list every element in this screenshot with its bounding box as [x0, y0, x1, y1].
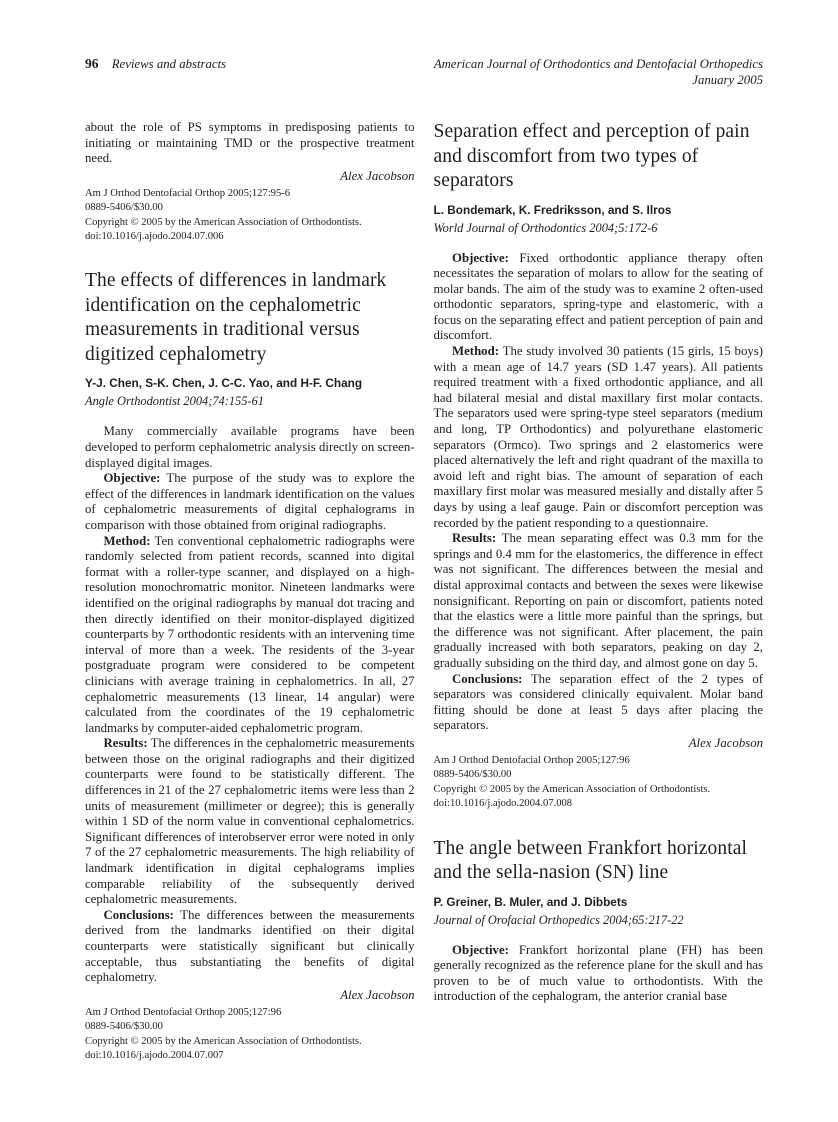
abstract-paragraph: Results: The mean separating effect was 0.3 mm for the springs and 0.4 mm for the elastomerics, the difference in effect was not significant. The differences between the mesial and distal approximal contacts and between the sexes were likewise nonsignificant. Reporting on pain or discomfort, patients noted that the elastics were a little more painful than the springs, but the difference was not significant. After placement, the pain gradually increased with both separators, peaking on day 2, gradually subsiding on the third day, and almost gone on day 5.	[433, 531, 763, 670]
article-authors: P. Greiner, B. Muler, and J. Dibbets	[433, 894, 628, 909]
article-body	[85, 424, 415, 985]
citation-line: 0889-5406/$30.00	[85, 202, 163, 214]
journal-name: American Journal of Orthodontics and Dentofacial Orthopedics	[433, 57, 763, 71]
article-title: The effects of differences in landmark identification on the cephalometric measurements in traditional versus digitized cephalometry	[85, 270, 387, 365]
citation-line: 0889-5406/$30.00	[85, 1021, 163, 1033]
article-source: Angle Orthodontist 2004;74:155-61	[85, 394, 264, 409]
article-body	[434, 943, 764, 1005]
citation-line: doi:10.1016/j.ajodo.2004.07.006	[85, 231, 224, 242]
citation-line: Am J Orthod Dentofacial Orthop 2005;127:96	[85, 1006, 282, 1018]
citation-block	[85, 1006, 415, 1064]
page-header	[85, 56, 763, 88]
citation-line: Am J Orthod Dentofacial Orthop 2005;127:96	[433, 754, 630, 766]
abstract-paragraph: about the role of PS symptoms in predisposing patients to initiating or maintaining TMD or the prospective treatment need.	[85, 120, 415, 166]
article-authors: Y-J. Chen, S-K. Chen, J. C-C. Yao, and H-F. Chang	[85, 376, 363, 391]
left-column	[85, 120, 415, 1063]
abstract-paragraph: Results: The differences in the cephalometric measurements between those on the original radiographs and their digitized counterparts were found to be statistically different. The differences in 21 of the 27 cephalometric items were less than 2 units of measurement (millimeter or degree); this is generally within 1 SD of the norm value in conventional cephalometrics. Significant differences of interobserver error were noted in only 7 of the 27 cephalometric measurements. The high reliability of landmark identification in digital cephalograms implies comparable reliability of the subsequently derived cephalometric measurements.	[85, 736, 415, 907]
reviewer-signature: Alex Jacobson	[688, 735, 763, 750]
citation-block	[434, 754, 764, 812]
abstract-paragraph: Many commercially available programs have been developed to perform cephalometric analysis directly on screen-displayed digital images.	[85, 424, 415, 470]
citation-line: Copyright © 2005 by the American Association of Orthodontists.	[433, 783, 711, 795]
citation-block	[85, 187, 415, 245]
reviewer-signature: Alex Jacobson	[340, 168, 415, 183]
section-title: Reviews and abstracts	[111, 57, 227, 71]
citation-line: Am J Orthod Dentofacial Orthop 2005;127:95-6	[85, 187, 291, 199]
abstract-paragraph: Conclusions: The differences between the measurements derived from the landmarks identified on their digital counterparts were statistically significant but clinically acceptable, thus substantiating the benefits of digital cephalometry.	[85, 907, 415, 985]
article-frankfort	[434, 837, 764, 1005]
running-head-left	[85, 56, 226, 72]
abstract-paragraph: Method: The study involved 30 patients (15 girls, 15 boys) with a mean age of 14.7 years (SD 1.47 years). All patients required treatment with a fixed orthodontic appliance, and all had bilateral mesial and distal maxillary first molar contacts. The separators used were spring-type steel separators (medium and long, TP Orthodontics) and polyurethane elastomeric separators (Ormco). Two springs and 2 elastomerics were placed alternatively the left and right quadrant of the maxilla to avoid left and right bias. The amount of separation of each maxillary first molar was measured mesially and distally after 5 days by using a leaf gauge. Pain or discomfort perception was recorded by the patient responding to a questionnaire.	[433, 344, 763, 530]
issue-date: January 2005	[692, 73, 763, 87]
citation-line: Copyright © 2005 by the American Association of Orthodontists.	[85, 216, 362, 228]
abstract-paragraph: Method: Ten conventional cephalometric radiographs were randomly selected from patient records, scanned into digital format with a roller-type scanner, and displayed on a high-resolution monochromatric monitor. Nineteen landmarks were identified on the original radiographs by manual dot tracing and then directly identified on their monitor-displayed digitized counterparts by 7 orthodontic residents with an intervening time interval of more than a week. The residents of the 3-year postgraduate program were considered to be competent clinicians with average training in cephalometrics. In all, 27 cephalometric measurements (13 linear, 14 angular) were calculated from the coordinates of the 19 cephalometric landmarks by computer-aided cephalometric program.	[85, 533, 415, 735]
citation-line: Copyright © 2005 by the American Association of Orthodontists.	[85, 1035, 362, 1047]
citation-line: doi:10.1016/j.ajodo.2004.07.008	[433, 798, 573, 810]
paragraph-label: Method:	[103, 533, 151, 548]
citation-line: 0889-5406/$30.00	[433, 769, 512, 781]
paragraph-label: Objective:	[452, 942, 509, 957]
article-title: Separation effect and perception of pain and discomfort from two types of separators	[433, 121, 750, 191]
article-cephalometry	[85, 269, 415, 1063]
abstract-paragraph: Objective: Frankfort horizontal plane (FH) has been generally recognized as the reference plane for the skull and has proven to be of much value to orthodontists. With the introduction of the cephalogram, the anterior cranial base	[433, 942, 763, 1004]
citation-line: doi:10.1016/j.ajodo.2004.07.007	[85, 1050, 224, 1061]
abstract-paragraph: Objective: Fixed orthodontic appliance therapy often necessitates the separation of molars to allow for the seating of molar bands. The aim of the study was to examine 2 often-used orthodontic separators, spring-type and elastomeric, with a focus on the separating effect and patient perception of pain and discomfort.	[433, 250, 763, 343]
two-column-layout	[85, 120, 763, 1063]
running-head-right	[434, 56, 763, 88]
right-column	[434, 120, 764, 1063]
article-source: Journal of Orofacial Orthopedics 2004;65:217-22	[433, 912, 684, 927]
paragraph-label: Results:	[103, 736, 148, 751]
article-body	[434, 251, 764, 734]
abstract-paragraph: Conclusions: The separation effect of the 2 types of separators was considered clinically equivalent. Molar band fitting should be done at least 5 days after placing the separators.	[433, 671, 763, 733]
paragraph-label: Method:	[452, 344, 499, 359]
article-title: The angle between Frankfort horizontal and the sella-nasion (SN) line	[433, 837, 748, 884]
page-number: 96	[85, 56, 99, 71]
reviewer-signature: Alex Jacobson	[340, 987, 415, 1002]
paragraph-label: Objective:	[103, 471, 161, 486]
paragraph-label: Conclusions:	[103, 907, 174, 922]
article-separators	[434, 120, 764, 812]
fragment-body	[85, 120, 415, 167]
abstract-paragraph: Objective: The purpose of the study was to explore the effect of the differences in landmark identification on the values of cephalometric measurements of digital cephalograms in comparison with those obtained from original radiographs.	[85, 471, 415, 532]
article-authors: L. Bondemark, K. Fredriksson, and S. Ilros	[433, 202, 672, 217]
paragraph-label: Objective:	[452, 250, 509, 265]
article-fragment-continued	[85, 120, 415, 244]
article-source: World Journal of Orthodontics 2004;5:172-6	[433, 220, 658, 235]
paragraph-label: Results:	[452, 531, 497, 546]
paragraph-label: Conclusions:	[452, 671, 523, 686]
